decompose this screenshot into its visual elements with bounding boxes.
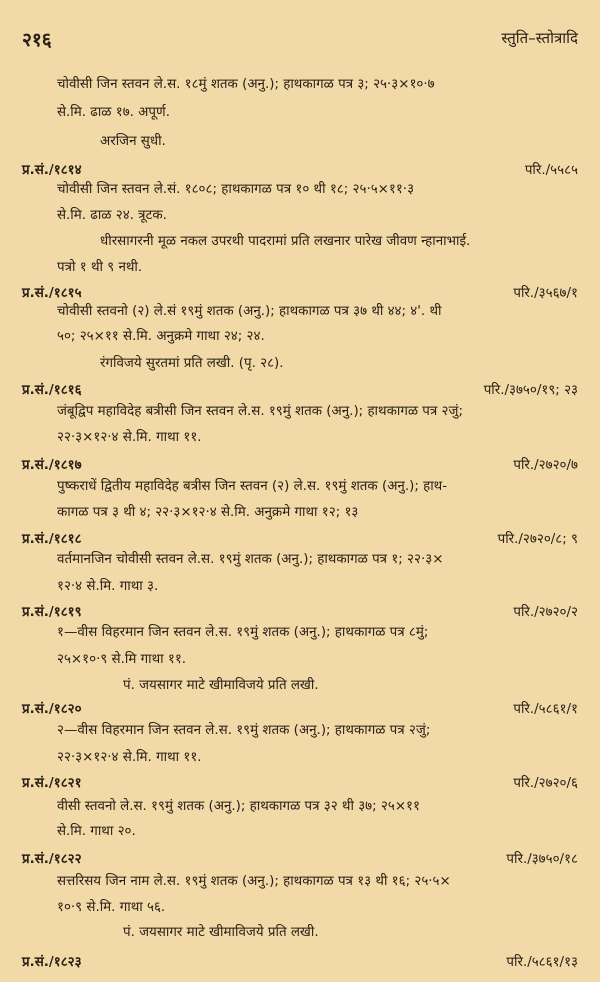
entry-text-line: १—वीस विहरमान जिन स्तवन ले.स. १९मुं शतक (अनु.); हाथकागळ पत्र ८मुं; [57,625,429,640]
entry-text-line: २२·३×१२·४ से.मि. गाथा ११. [57,430,202,445]
entry-header [22,602,578,622]
running-title: स्तुति–स्तोत्रादि [501,29,578,47]
entry-text-line: १०·९ से.मि. गाथा ५६. [57,900,166,915]
entry-text-line: से.मि. ढाळ १७. अपूर्ण. [57,105,170,120]
entry-header [22,380,578,400]
entry-text-line: से.मि. ढाळ २४. त्रूटक. [57,208,167,223]
entry-reference: परि./२७२०/७ [513,458,578,473]
entry-note-line: धीरसागरनी मूळ नकल उपरथी पादरामां प्रति लखनार पारेख जीवण न्हानाभाई. [100,234,471,249]
entry-number: प्र.सं./१८२० [22,702,82,717]
entry-header [22,773,578,793]
entry-reference: परि./२७२०/२ [513,605,578,620]
entry-text-line: २—वीस विहरमान जिन स्तवन ले.स. १९मुं शतक (अनु.); हाथकागळ पत्र २जुं; [57,723,431,738]
entry-note-line: अरजिन सुधी. [100,134,166,149]
entry-reference: परि./३७५०/१९; २३ [483,383,578,398]
entry-text-line: सत्तरिसय जिन नाम ले.स. १९मुं शतक (अनु.); हाथकागळ पत्र १३ थी १६; २५·५× [57,874,451,889]
entry-text-line: वर्तमानजिन चोवीसी स्तवन ले.स. १९मुं शतक (अनु.); हाथकागळ पत्र १; २२·३× [57,552,444,567]
entry-header [22,699,578,719]
entry-text-line: चोवीसी जिन स्तवन ले.सं. १८०८; हाथकागळ पत्र १० थी १८; २५·५×११·३ [57,182,415,197]
entry-reference: परि./२७२०/८; ९ [497,532,578,547]
entry-header [22,455,578,475]
entry-number: प्र.सं./१८१५ [22,286,82,301]
entry-number: प्र.सं./१८१७ [22,458,82,473]
entry-header [22,529,578,549]
entry-reference: परि./३५६७/१ [513,286,578,301]
entry-header [22,952,578,972]
entry-text-line: पुष्कराधें द्वितीय महाविदेह बत्रीस जिन स्तवन (२) ले.स. १९मुं शतक (अनु.); हाथ- [57,479,448,494]
entry-header [22,160,578,180]
entry-reference: परि./५५८५ [524,163,578,178]
entry-text-line: जंबूद्विप महाविदेह बत्रीसी जिन स्तवन ले.स. १९मुं शतक (अनु.); हाथकागळ पत्र २जुं; [57,404,463,419]
entry-text-line: से.मि. गाथा २०. [57,824,136,839]
entry-number: प्र.सं./१८२३ [22,955,82,970]
entry-number: प्र.सं./१८१४ [22,163,82,178]
entry-text-line: २५×१०·९ से.मि गाथा ११. [57,652,187,667]
entry-text-line: पत्रो १ थी ९ नथी. [57,260,143,275]
entry-reference: परि./५८६१/१ [513,702,578,717]
entry-number: प्र.सं./१८२२ [22,852,82,867]
entry-text-line: चोवीसी जिन स्तवन ले.स. १८मुं शतक (अनु.); हाथकागळ पत्र ३; २५·३×१०·७ [57,77,435,92]
entry-number: प्र.सं./१८१६ [22,383,82,398]
entry-reference: परि./२७२०/६ [513,776,578,791]
entry-reference: परि./३७५०/१८ [506,852,578,867]
entry-text-line: २२·३×१२·४ से.मि. गाथा ११. [57,750,202,765]
entry-header [22,849,578,869]
entry-text-line: कागळ पत्र ३ थी ४; २२·३×१२·४ से.मि. अनुक्रमे गाथा १२; १३ [57,505,359,520]
entry-text-line: १२·४ से.मि. गाथा ३. [57,579,159,594]
entry-reference: परि./५८६१/१३ [506,955,578,970]
entry-text-line: ५०; २५×११ से.मि. अनुक्रमे गाथा २४; २४. [57,329,265,344]
entry-note-line: पं. जयसागर माटे खीमाविजये प्रति लखी. [123,678,319,693]
page-number: २१६ [22,29,52,51]
page-header [22,26,578,54]
entry-text-line: चोवीसी स्तवनो (२) ले.सं १९मुं शतक (अनु.); हाथकागळ पत्र ३७ थी ४४; ४'. थी [57,304,442,319]
entry-note-line: पं. जयसागर माटे खीमाविजये प्रति लखी. [123,925,319,940]
entry-number: प्र.सं./१८१९ [22,605,82,620]
entry-number: प्र.सं./१८१८ [22,532,82,547]
entry-text-line: वीसी स्तवनो ले.स. १९मुं शतक (अनु.); हाथकागळ पत्र ३२ थी ३७; २५×११ [57,799,420,814]
entry-number: प्र.सं./१८२१ [22,776,82,791]
entry-header [22,283,578,303]
entry-note-line: रंगविजये सुरतमां प्रति लखी. (पृ. २८). [100,356,284,371]
